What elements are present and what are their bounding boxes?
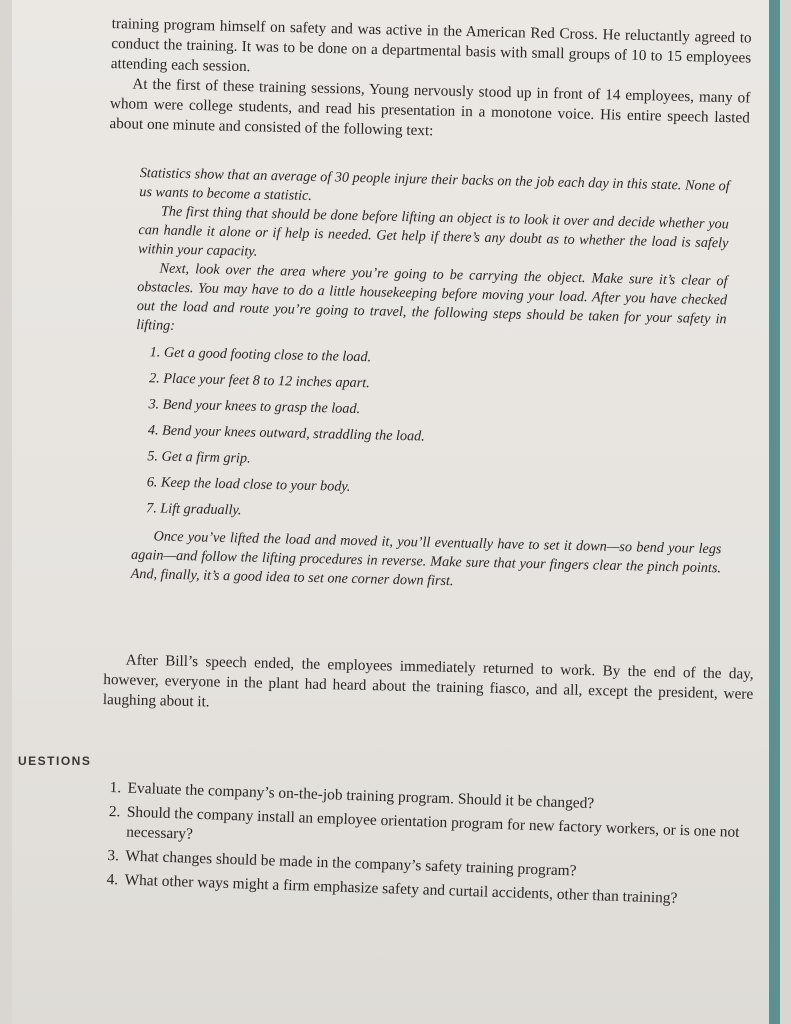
speech-paragraph-4: Once you’ve lifted the load and moved it, you’ll eventually have to set it down—so bend your legs again—and follow the lifting procedures in reverse. Make sure that your fingers clear the pinch points. And, finally, it’s a good idea to set one corner down first. [130, 528, 722, 590]
question-number: 4. [106, 870, 119, 889]
question-text: Should the company install an employee orientation program for new factory workers, or is one not necessary? [125, 803, 740, 843]
after-speech-section [103, 650, 754, 725]
book-cover-edge [769, 0, 780, 1024]
lifting-steps-list [132, 339, 726, 534]
lifting-step: 2. Place your feet 8 to 12 inches apart. [148, 370, 370, 392]
speech-paragraph-3: Next, look over the area where you’re going to be carrying the object. Make sure it’s clear of obstacles. You may have to do a little housekeeping before moving your load. After you have checked out the load and route you’re going to travel, the following steps should be taken for your safety in lifting: [136, 260, 728, 334]
intro-paragraph-1: training program himself on safety and was active in the American Red Cross. He reluctantly agreed to conduct the training. It was to be done on a departmental basis with small groups of 10 to 15 employees attending each session. [110, 14, 752, 76]
question-number: 3. [107, 846, 120, 865]
questions-heading: UESTIONS [18, 754, 92, 768]
question-number: 2. [108, 802, 121, 821]
lifting-step: 5. Get a firm grip. [147, 448, 251, 467]
after-paragraph: After Bill’s speech ended, the employees immediately returned to work. By the end of the day, however, everyone in the plant had heard about the training fiasco, and all, except the president, were laughing about it. [102, 651, 754, 711]
speech-block [130, 164, 729, 597]
questions-section [106, 778, 759, 915]
book-page [12, 0, 780, 1024]
lifting-step: 4. Bend your knees outward, straddling the load. [147, 422, 425, 445]
speech-paragraph-2: The first thing that should be done before lifting an object is to look it over and decide whether you can handle it alone or if help is needed. Get help if there’s any doubt as to whether the load is safely within your capacity. [137, 203, 729, 260]
question-number: 1. [109, 778, 122, 797]
lifting-step: 7. Lift gradually. [146, 500, 242, 519]
intro-paragraph-2: At the first of these training sessions, Young nervously stood up in front of 14 employees, many of whom were college students, and read his presentation in a monotone voice. His entire speech lasted about one minute and consisted of the following text: [109, 75, 751, 140]
question-text: What other ways might a firm emphasize safety and curtail accidents, other than training? [124, 871, 678, 907]
lifting-step: 1. Get a good footing close to the load. [149, 344, 372, 366]
lifting-step: 3. Bend your knees to grasp the load. [148, 396, 361, 418]
lifting-step: 6. Keep the load close to your body. [146, 474, 351, 495]
questions-list [106, 778, 759, 911]
question-text: Evaluate the company’s on-the-job training program. Should it be changed? [127, 779, 595, 813]
speech-paragraph-1: Statistics show that an average of 30 people injure their backs on the job each day in this state. None of us wants to become a statistic. [139, 164, 730, 204]
question-text: What changes should be made in the company’s safety training program? [125, 847, 577, 880]
intro-section [109, 14, 752, 148]
